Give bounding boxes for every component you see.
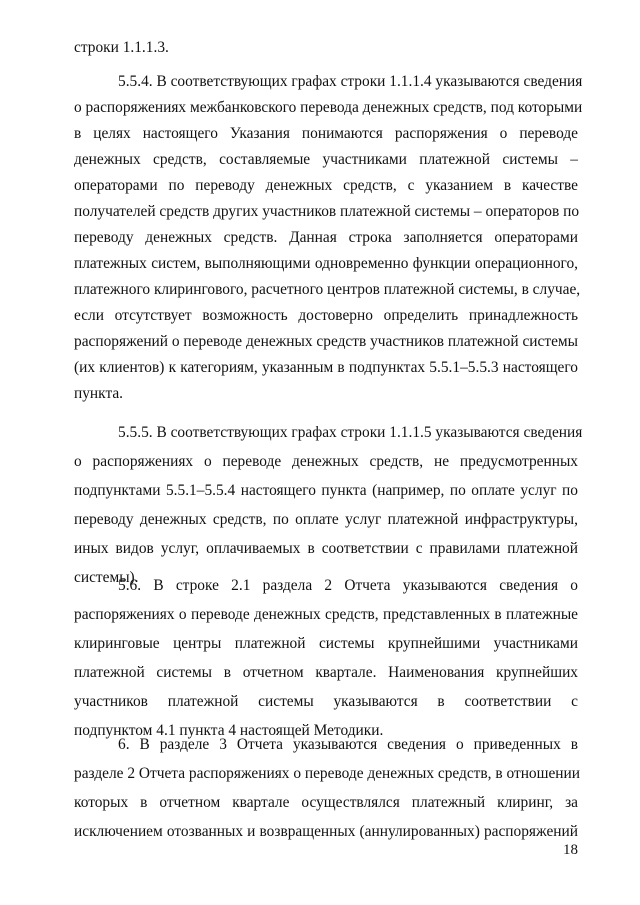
paragraph-line: о распоряжениях межбанковского перевода денежных средств, под которыми bbox=[74, 99, 583, 116]
paragraph-line: в целях настоящего Указания понимаются распоряжения о переводе bbox=[74, 125, 578, 142]
paragraph-line: участников платежной системы указываются в соответствии с bbox=[74, 693, 578, 710]
paragraph-line: о распоряжениях о переводе денежных средств, не предусмотренных bbox=[74, 453, 578, 470]
paragraph-line: операторами по переводу денежных средств, с указанием в качестве bbox=[74, 177, 578, 194]
paragraph-line: получателей средств других участников платежной системы – операторов по bbox=[74, 203, 580, 220]
paragraph-line: платежной системы в отчетном квартале. Наименования крупнейших bbox=[74, 664, 578, 681]
paragraph-line: пункта. bbox=[74, 385, 124, 402]
paragraph-line: денежных средств, составляемые участниками платежной системы – bbox=[74, 151, 578, 168]
paragraph-line: 5.5.5. В соответствующих графах строки 1.1.1.5 указываются сведения bbox=[118, 424, 583, 441]
paragraph-line: 5.5.4. В соответствующих графах строки 1.1.1.4 указываются сведения bbox=[118, 73, 583, 90]
paragraph-line: системы). bbox=[74, 569, 139, 586]
paragraph-line: если отсутствует возможность достоверно определить принадлежность bbox=[74, 307, 578, 324]
paragraph-line: иных видов услуг, оплачиваемых в соответствии с правилами платежной bbox=[74, 540, 578, 557]
paragraph-line: распоряжений о переводе денежных средств участников платежной системы bbox=[74, 333, 578, 350]
paragraph-line: подпунктами 5.5.1–5.5.4 настоящего пункта (например, по оплате услуг по bbox=[74, 482, 578, 499]
paragraph-line: подпунктом 4.1 пункта 4 настоящей Методики. bbox=[74, 722, 384, 739]
paragraph-line: разделе 2 Отчета распоряжениях о переводе денежных средств, в отношении bbox=[74, 765, 581, 782]
paragraph-line: платежного клирингового, расчетного центров платежной системы, в случае, bbox=[74, 281, 581, 298]
page-number: 18 bbox=[563, 842, 578, 858]
paragraph-line: строки 1.1.1.3. bbox=[74, 39, 169, 56]
paragraph-line: 6. В разделе 3 Отчета указываются сведения о приведенных в bbox=[118, 736, 578, 753]
paragraph-line: переводу денежных средств. Данная строка заполняется операторами bbox=[74, 229, 578, 246]
paragraph-line: распоряжениях о переводе денежных средств, представленных в платежные bbox=[74, 606, 578, 623]
paragraph-line: платежных систем, выполняющими одновременно функции операционного, bbox=[74, 255, 578, 272]
paragraph-line: клиринговые центры платежной системы крупнейшими участниками bbox=[74, 635, 578, 652]
paragraph-line: 5.6. В строке 2.1 раздела 2 Отчета указываются сведения о bbox=[118, 577, 578, 594]
paragraph-line: которых в отчетном квартале осуществлялся платежный клиринг, за bbox=[74, 794, 578, 811]
paragraph-line: переводу денежных средств, по оплате услуг платежной инфраструктуры, bbox=[74, 511, 578, 528]
paragraph-line: (их клиентов) к категориям, указанным в подпунктах 5.5.1–5.5.3 настоящего bbox=[74, 359, 578, 376]
paragraph-line: исключением отозванных и возвращенных (аннулированных) распоряжений bbox=[74, 823, 578, 840]
